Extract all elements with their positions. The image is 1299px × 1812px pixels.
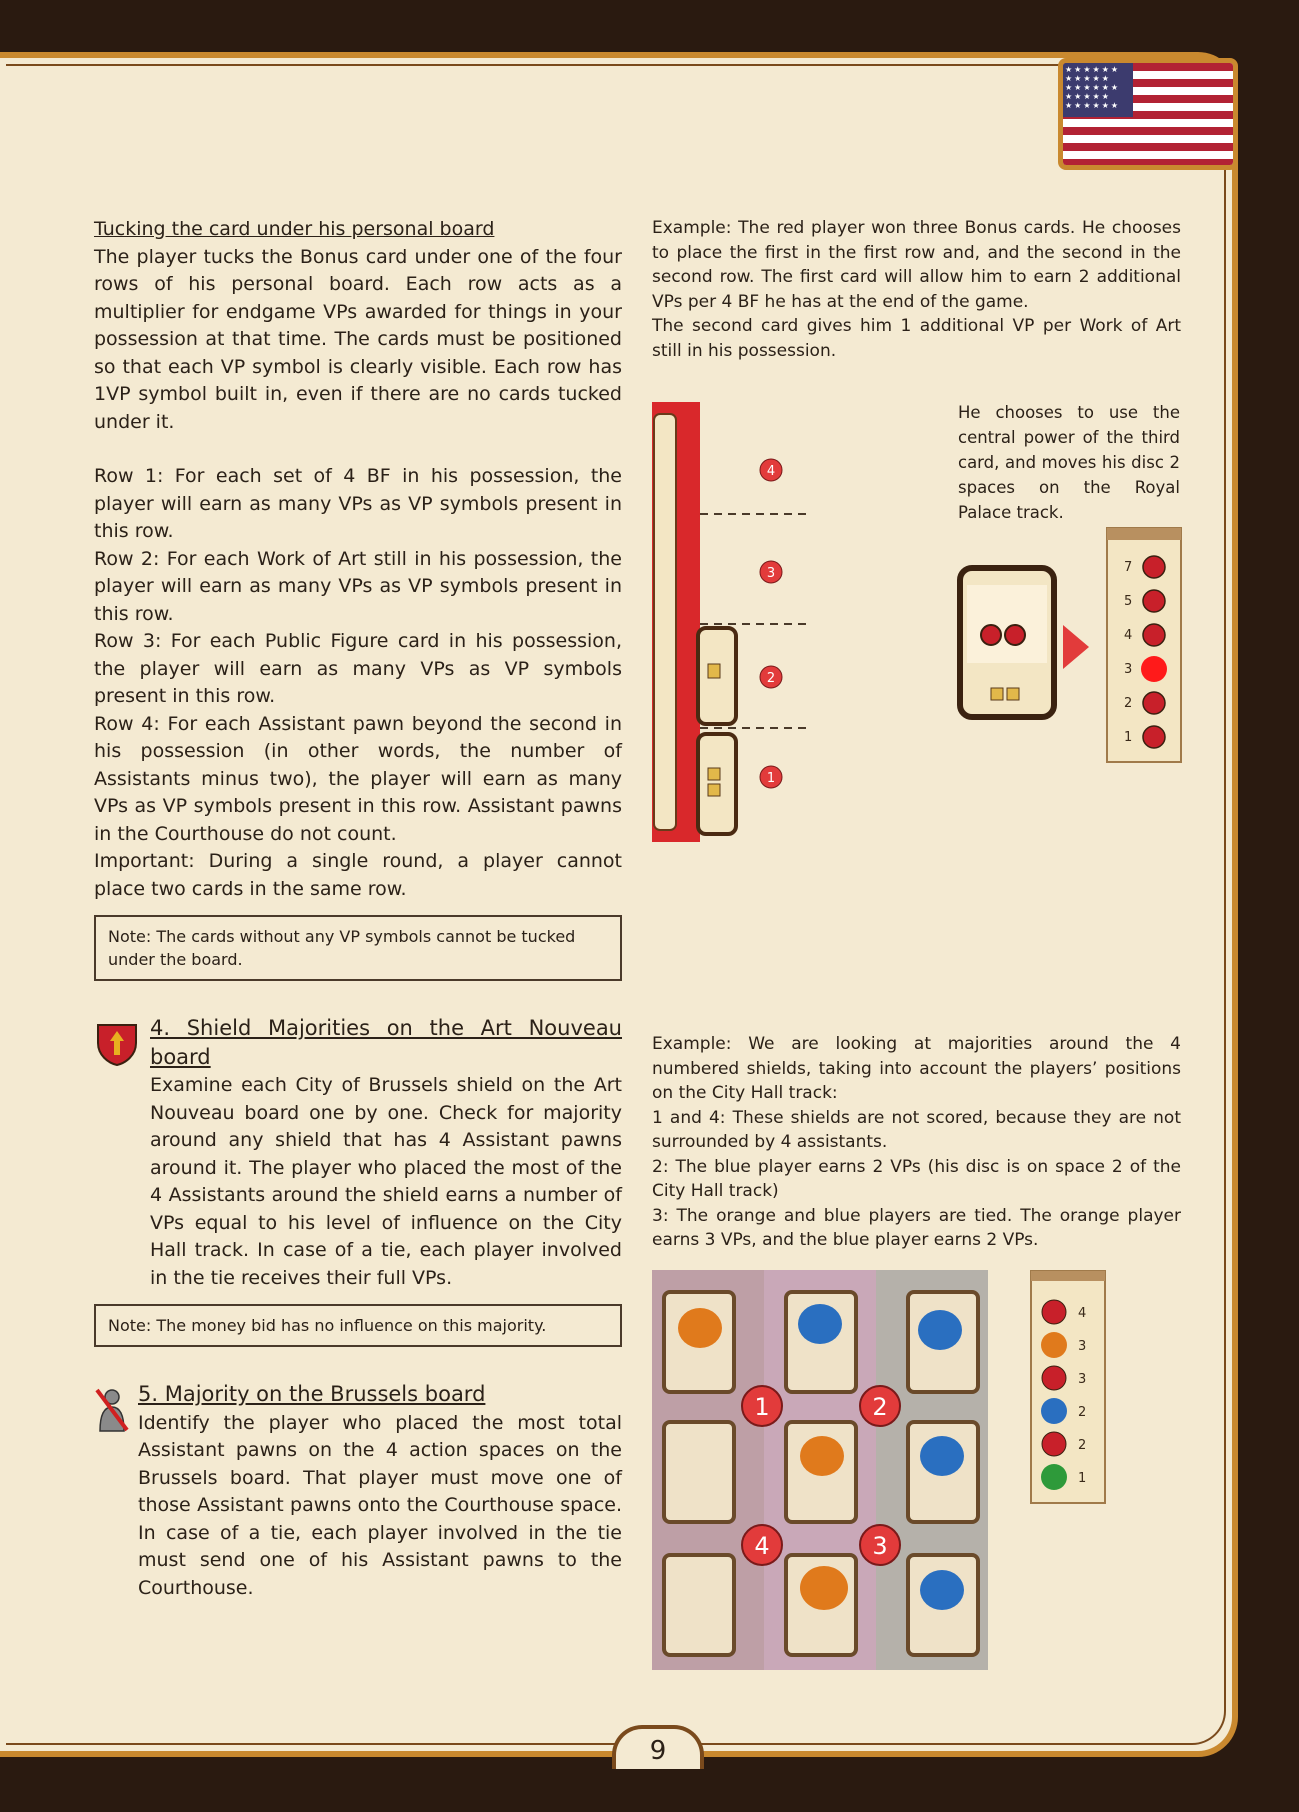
tucked-card-2 — [698, 628, 736, 724]
cityhall-track-2b: 2 — [1078, 1438, 1087, 1453]
section-5 — [94, 1381, 622, 1602]
row-number-4: 4 — [766, 464, 776, 479]
page-number: 9 — [612, 1725, 704, 1769]
row1-text: Row 1: For each set of 4 BF in his possession, the player will earn as many VPs as VP symbols present in this row. — [94, 465, 622, 542]
us-flag-icon: ★★★★★★ ★★★★★ ★★★★★★ ★★★★★ ★★★★★★ — [1058, 58, 1238, 170]
note-vp-symbols: Note: The cards without any VP symbols cannot be tucked under the board. — [94, 915, 622, 981]
example-2-text-d: 3: The orange and blue players are tied. The orange player earns 3 VPs, and the blue player earns 2 VPs. — [652, 1205, 1181, 1250]
example-1-text-a: Example: The red player won three Bonus cards. He chooses to place the first in the first row and, and the second in the second row. The first card will allow him to earn 2 additional VPs per 4 BF he has at the end of the game. — [652, 218, 1181, 312]
palace-track-2: 2 — [1124, 696, 1133, 711]
row3-text: Row 3: For each Public Figure card in his possession, the player will earn as many VPs as VP symbols present in this row. — [94, 630, 622, 707]
palace-track-4: 4 — [1124, 628, 1133, 643]
tucking-body: The player tucks the Bonus card under one of the four rows of his personal board. Each row acts as a multiplier for endgame VPs awarded for things in your possession at that time. The cards must be positioned so that each VP symbol is clearly visible. Each row has 1VP symbol built in, even if there are no cards tucked under it. — [94, 245, 622, 433]
no-assistant-icon — [94, 1387, 130, 1433]
bonus-card-illustration — [957, 565, 1057, 720]
shield-number-4: 4 — [754, 1532, 770, 1560]
palace-track-1: 1 — [1124, 730, 1133, 745]
row4-text: Row 4: For each Assistant pawn beyond the second in his possession (in other words, the number of Assistants minus two), the player will earn as many VPs as VP symbols present in this row. Assistant pawns in the Courthouse do not count. — [94, 712, 622, 845]
city-hall-track — [1030, 1270, 1106, 1504]
palace-track-7: 7 — [1124, 560, 1133, 575]
cityhall-track-3b: 3 — [1078, 1372, 1087, 1387]
example-2-text-a: Example: We are looking at majorities around the 4 numbered shields, taking into account the players’ positions on the City Hall track: — [652, 1034, 1181, 1103]
cityhall-track-3a: 3 — [1078, 1339, 1087, 1354]
cityhall-track-1: 1 — [1078, 1471, 1087, 1486]
row-number-1: 1 — [766, 771, 776, 786]
example-1 — [652, 216, 1181, 363]
tucked-card-1 — [698, 734, 736, 834]
central-power-text: He chooses to use the central power of the third card, and moves his disc 2 spaces on the Royal Palace track. — [958, 403, 1180, 522]
row-number-3: 3 — [766, 566, 776, 581]
row-number-2: 2 — [766, 671, 776, 686]
note-money-bid: Note: The money bid has no influence on this majority. — [94, 1304, 622, 1347]
arrow-right-icon — [1063, 625, 1089, 669]
palace-track-3: 3 — [1124, 662, 1133, 677]
red-player-disc — [1141, 656, 1167, 682]
section-4-title: 4. Shield Majorities on the Art Nouveau board — [150, 1016, 622, 1069]
cityhall-track-4: 4 — [1078, 1306, 1087, 1321]
example-2-text-b: 1 and 4: These shields are not scored, because they are not surrounded by 4 assistants. — [652, 1107, 1181, 1152]
cityhall-track-2a: 2 — [1078, 1405, 1087, 1420]
shield-number-1: 1 — [754, 1393, 770, 1421]
row2-text: Row 2: For each Work of Art still in his possession, the player will earn as many VPs as VP symbols present in this row. — [94, 547, 622, 625]
section-5-title: 5. Majority on the Brussels board — [138, 1382, 486, 1406]
section-4 — [94, 1015, 622, 1292]
shield-icon — [94, 1021, 140, 1067]
example-1-text-b: The second card gives him 1 additional VP per Work of Art still in his possession. — [652, 316, 1181, 361]
example-2 — [652, 1032, 1181, 1253]
shield-number-3: 3 — [872, 1532, 888, 1560]
section-5-body: Identify the player who placed the most total Assistant pawns on the 4 action spaces on the Brussels board. That player must move one of those Assistant pawns onto the Courthouse space. In case of a tie, each player involved in the tie must send one of his Assistant pawns to the Courthouse. — [138, 1411, 622, 1599]
tucking-heading: Tucking the card under his personal board — [94, 218, 495, 240]
art-nouveau-board-illustration — [652, 1270, 988, 1670]
section-4-body: Examine each City of Brussels shield on the Art Nouveau board one by one. Check for majority around any shield that has 4 Assistant pawns around it. The player who placed the most of the 4 Assistants around the shield earns a number of VPs equal to his level of influence on the City Hall track. In case of a tie, each player involved in the tie receives their full VPs. — [150, 1074, 622, 1289]
palace-track-5: 5 — [1124, 594, 1133, 609]
important-text: Important: During a single round, a player cannot place two cards in the same row. — [94, 850, 622, 900]
shield-number-2: 2 — [872, 1393, 888, 1421]
personal-board-illustration — [652, 402, 827, 842]
example-2-text-c: 2: The blue player earns 2 VPs (his disc is on space 2 of the City Hall track) — [652, 1156, 1181, 1201]
royal-palace-track — [1106, 527, 1182, 763]
left-column — [94, 216, 622, 1602]
